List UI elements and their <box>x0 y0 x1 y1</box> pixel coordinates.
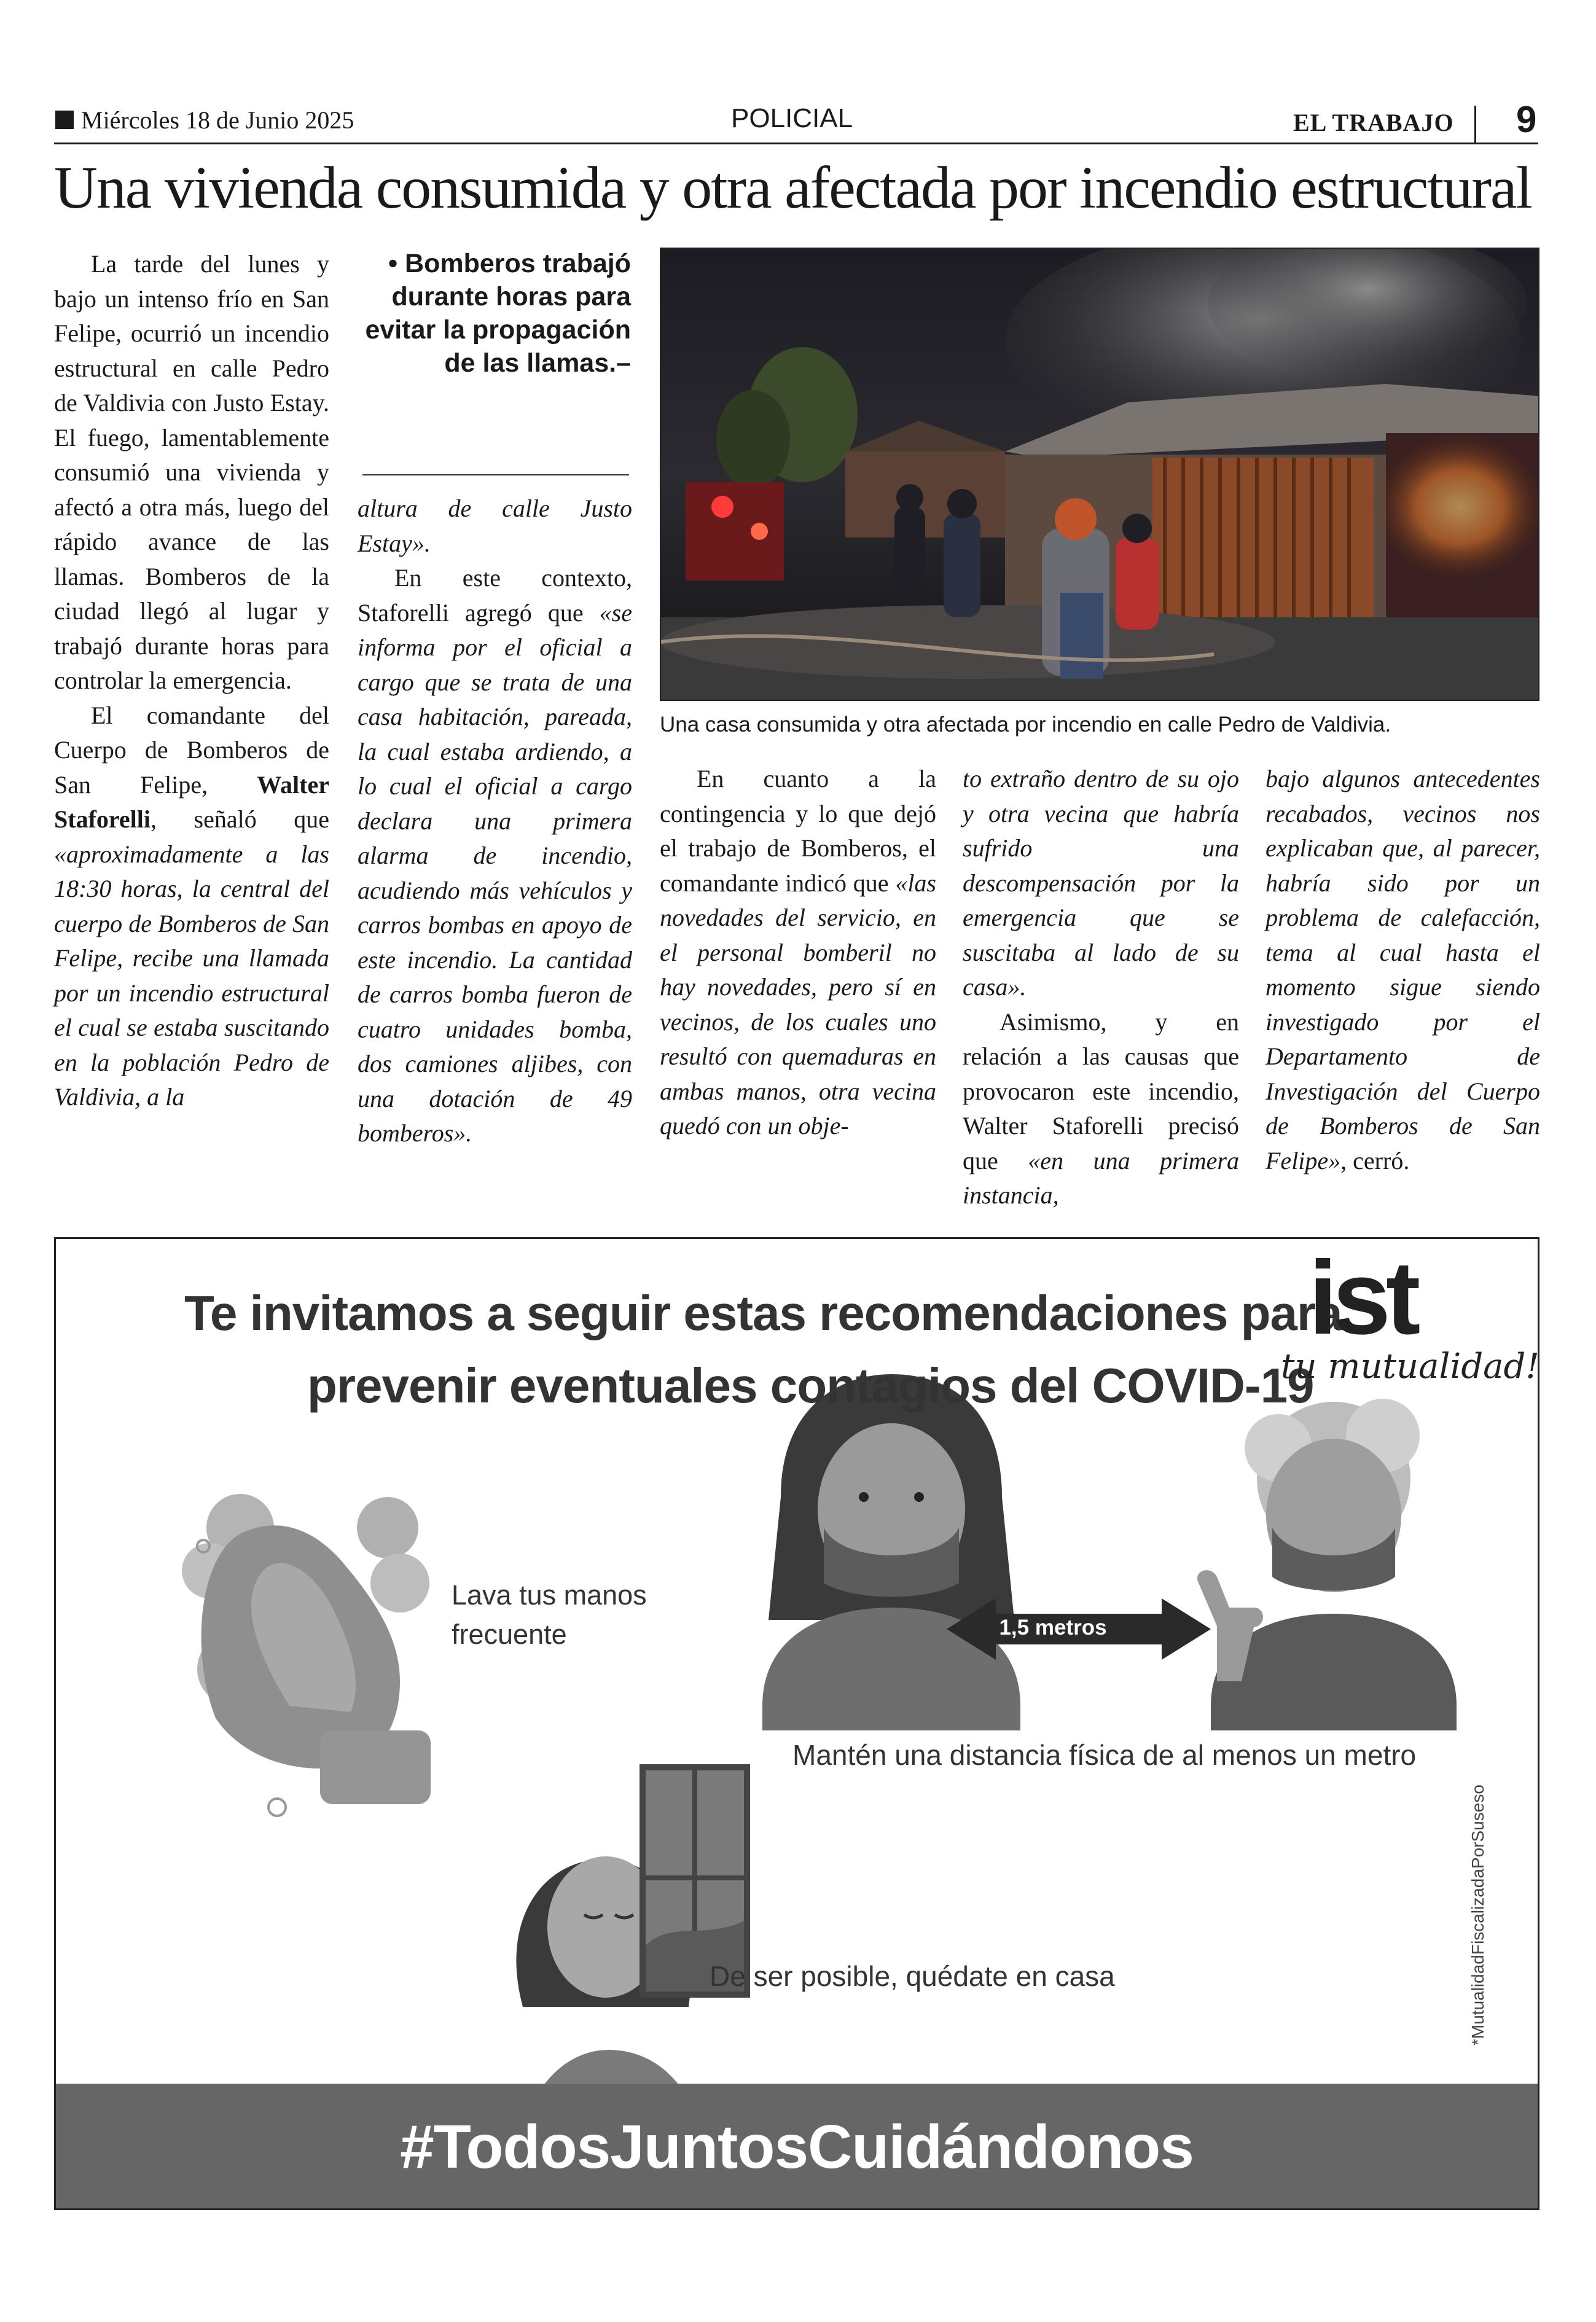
photo-caption: Una casa consumida y otra afectada por incendio en calle Pedro de Valdivia. <box>660 713 1391 737</box>
newspaper-name: EL TRABAJO <box>1293 109 1454 136</box>
paragraph-4-continued: to extraño dentro de su ojo y otra vecina que habría sufrido una descompensación por la emergencia que se suscitaba al lado de su casa». <box>963 765 1239 1001</box>
ist-logo: ist <box>1308 1240 1416 1356</box>
paragraph-2-continued: altura de calle Justo Estay». <box>358 495 632 557</box>
header-separator <box>1474 106 1476 144</box>
paragraph-2: El comandante del Cuerpo de Bomberos de San Felipe, Walter Staforelli, señaló que «aproximadamente a las 18:30 horas, la central del cuerpo de Bomberos de San Felipe, recibe una llamada por un incendio estructural el cual se estaba suscitando en la población Pedro de Valdivia, a la <box>54 701 329 1111</box>
ad-side-note: *MutualidadFiscalizadaPorSuseso <box>1468 1784 1487 2046</box>
paragraph-1: La tarde del lunes y bajo un intenso frío en San Felipe, ocurrió un incendio estructural en calle Pedro de Valdivia con Justo Estay. El fuego, lamentablemente consumió una vivienda y afectó a otra más, luego del rápido avance de las llamas. Bomberos de la ciudad llegó al lugar y trabajó durante horas para controlar la emergencia. <box>54 250 329 694</box>
article-column-2 <box>358 491 632 1151</box>
hashtag-text: #TodosJuntosCuidándonos <box>400 2113 1194 2181</box>
section-name: POLICIAL <box>731 103 853 133</box>
article-column-4 <box>963 762 1239 1213</box>
paragraph-5: Asimismo, y en relación a las causas que provocaron este incendio, Walter Staforelli precisó que «en una primera instancia, <box>963 1007 1239 1209</box>
ist-tagline: tu mutualidad! <box>1281 1347 1539 1386</box>
paragraph-3: En este contexto, Staforelli agregó que «se informa por el oficial a cargo que se trata de una casa habitación, pareada, la cual estaba ardiendo, a lo cual el oficial a cargo declara una primera alarma de incendio, acudiendo más vehículos y carros bombas en apoyo de este incendio. La cantidad de carros bomba fueron de cuatro unidades bomba, dos camiones aljibes, con una dotación de 49 bomberos». <box>358 564 632 1147</box>
header-rule <box>54 143 1538 144</box>
article-column-5 <box>1265 762 1540 1178</box>
masked-man-icon <box>1197 1399 1457 1730</box>
subhead-box <box>359 247 631 380</box>
article-subhead: • Bomberos trabajó durante horas para evitar la propagación de las llamas.– <box>365 249 631 378</box>
ad-title-line-2: prevenir eventuales contagios del COVID-19 <box>307 1358 1314 1413</box>
person-name: Walter Staforelli <box>54 770 329 833</box>
article-column-1 <box>54 247 329 1115</box>
article-headline: Una vivienda consumida y otra afectada por incendio estructural <box>54 155 1531 221</box>
ad-title-line-1: Te invitamos a seguir estas recomendaciones para <box>184 1286 1342 1340</box>
fire-scene-illustration <box>661 249 1539 701</box>
issue-date: Miércoles 18 de Junio 2025 <box>81 106 354 134</box>
page-number: 9 <box>1516 99 1537 140</box>
paragraph-4: En cuanto a la contingencia y lo que dejó el trabajo de Bomberos, el comandante indicó que «las novedades del servicio, en el personal bomberil no hay novedades, pero sí en vecinos, de los cuales uno resultó con quemaduras en ambas manos, otra vecina quedó con un obje- <box>660 765 936 1140</box>
washing-hands-icon <box>182 1494 431 1816</box>
header-square <box>55 111 74 129</box>
distance-badge: 1,5 metros <box>999 1616 1107 1640</box>
subhead-rule <box>362 474 629 475</box>
distance-label: Mantén una distancia física de al menos un metro <box>792 1739 1417 1771</box>
fire-photo <box>660 248 1539 701</box>
masked-woman-icon <box>762 1374 1020 1730</box>
paragraph-5-continued: bajo algunos antecedentes recabados, vecinos nos explicaban que, al parecer, habría sido por un problema de calefacción, tema al cual hasta el momento sigue siendo investigado por el Departamento de Investigación del Cuerpo de Bomberos de San Felipe», cerró. <box>1265 765 1540 1175</box>
wash-hands-label: Lava tus manos frecuente <box>452 1579 647 1650</box>
stay-home-label: De ser posible, quédate en casa <box>710 1960 1115 1992</box>
article-column-3 <box>660 762 936 1144</box>
